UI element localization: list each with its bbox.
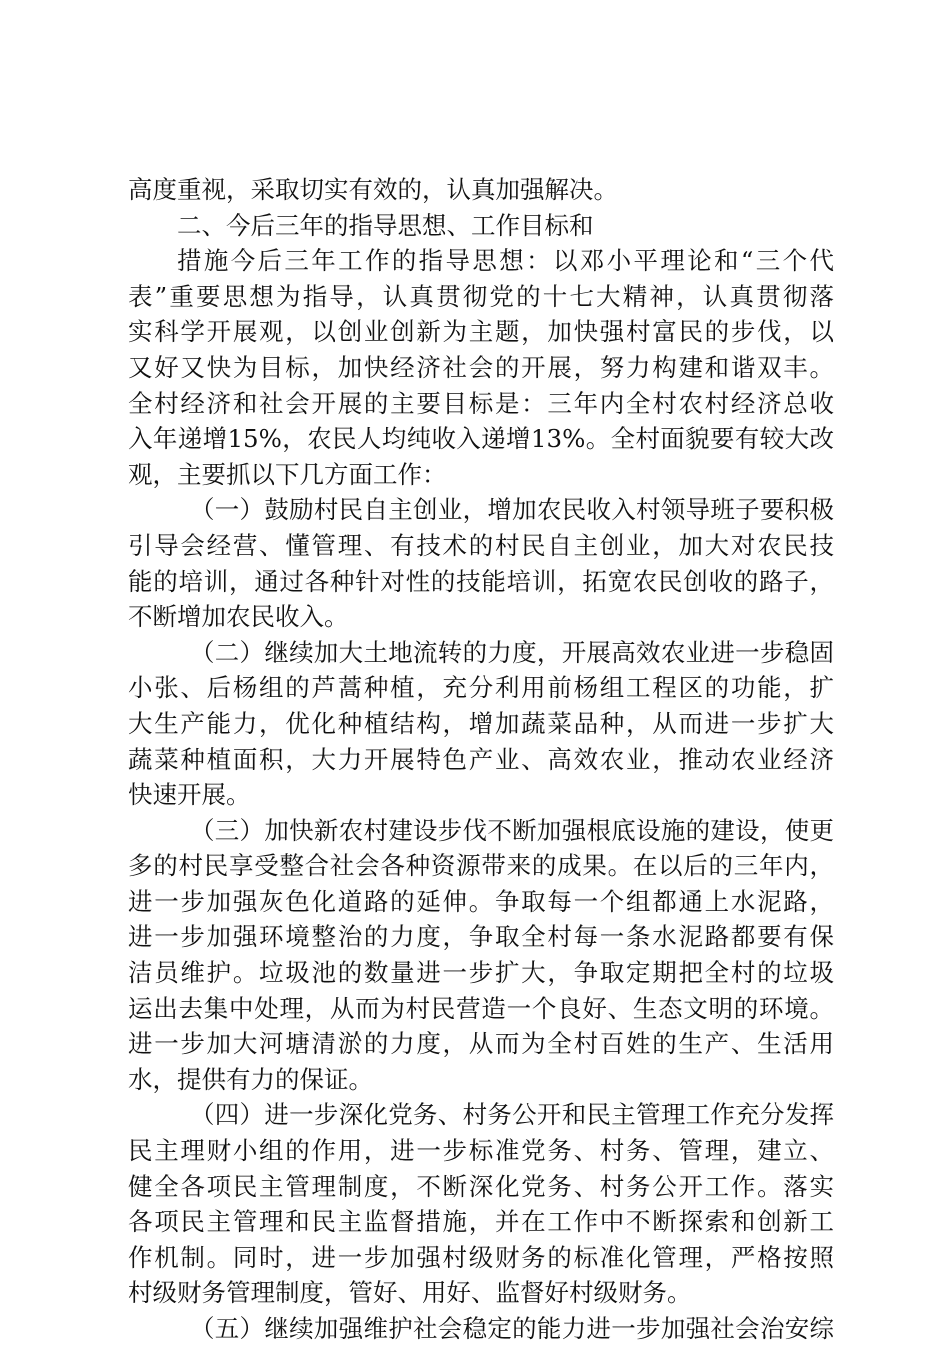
- text-line: 各项民主管理和民主监督措施，并在工作中不断探索和创新工: [128, 1207, 834, 1237]
- text-line: 实科学开展观，以创业创新为主题，加快强村富民的步伐，以: [128, 317, 834, 347]
- text-line: 进一步加强环境整治的力度，争取全村每一条水泥路都要有保: [128, 922, 834, 952]
- text-line: 二、今后三年的指导思想、工作目标和: [177, 210, 594, 240]
- text-line: （五）继续加强维护社会稳定的能力进一步加强社会治安综: [190, 1314, 834, 1343]
- text-line: 全村经济和社会开展的主要目标是：三年内全村农村经济总收: [128, 388, 834, 418]
- text-line: （三）加快新农村建设步伐不断加强根底设施的建设，使更: [190, 815, 834, 845]
- text-line: 快速开展。: [128, 780, 251, 810]
- text-line: 进一步加大河塘清淤的力度，从而为全村百姓的生产、生活用: [128, 1029, 834, 1059]
- text-line: （二）继续加大土地流转的力度，开展高效农业进一步稳固: [190, 637, 834, 667]
- text-line: （四）进一步深化党务、村务公开和民主管理工作充分发挥: [190, 1100, 834, 1130]
- text-line: 作机制。同时，进一步加强村级财务的标准化管理，严格按照: [128, 1242, 834, 1272]
- text-line: 入年递增15%，农民人均纯收入递增13%。全村面貌要有较大改: [128, 424, 834, 454]
- text-line: 水，提供有力的保证。: [128, 1064, 373, 1094]
- text-line: 高度重视，采取切实有效的，认真加强解决。: [128, 175, 618, 204]
- text-line: 民主理财小组的作用，进一步标准党务、村务、管理，建立、: [128, 1136, 834, 1166]
- text-line: 多的村民享受整合社会各种资源带来的成果。在以后的三年内，: [128, 851, 834, 881]
- text-line: （一）鼓励村民自主创业，增加农民收入村领导班子要积极: [190, 495, 834, 525]
- text-line: 引导会经营、懂管理、有技术的村民自主创业，加大对农民技: [128, 530, 834, 560]
- text-line: 措施今后三年工作的指导思想：以邓小平理论和“三个代: [177, 246, 834, 276]
- text-line: 大生产能力，优化种植结构，增加蔬菜品种，从而进一步扩大: [128, 708, 834, 738]
- document-body: [128, 172, 834, 1347]
- text-line: 又好又快为目标，加快经济社会的开展，努力构建和谐双丰。: [128, 352, 834, 382]
- text-line: 不断增加农民收入。: [128, 602, 349, 632]
- text-line: 表”重要思想为指导，认真贯彻党的十七大精神，认真贯彻落: [128, 281, 834, 311]
- text-line: 小张、后杨组的芦蒿种植，充分利用前杨组工程区的功能，扩: [128, 673, 834, 703]
- text-line: 洁员维护。垃圾池的数量进一步扩大，争取定期把全村的垃圾: [128, 958, 834, 988]
- text-line: 蔬菜种植面积，大力开展特色产业、高效农业，推动农业经济: [128, 744, 834, 774]
- text-line: 观，主要抓以下几方面工作：: [128, 459, 447, 489]
- text-line: 能的培训，通过各种针对性的技能培训，拓宽农民创收的路子，: [128, 566, 834, 596]
- text-line: 村级财务管理制度，管好、用好、监督好村级财务。: [128, 1278, 692, 1308]
- text-line: 健全各项民主管理制度，不断深化党务、村务公开工作。落实: [128, 1171, 834, 1201]
- text-line: 运出去集中处理，从而为村民营造一个良好、生态文明的环境。: [128, 993, 834, 1023]
- text-line: 进一步加强灰色化道路的延伸。争取每一个组都通上水泥路，: [128, 886, 834, 916]
